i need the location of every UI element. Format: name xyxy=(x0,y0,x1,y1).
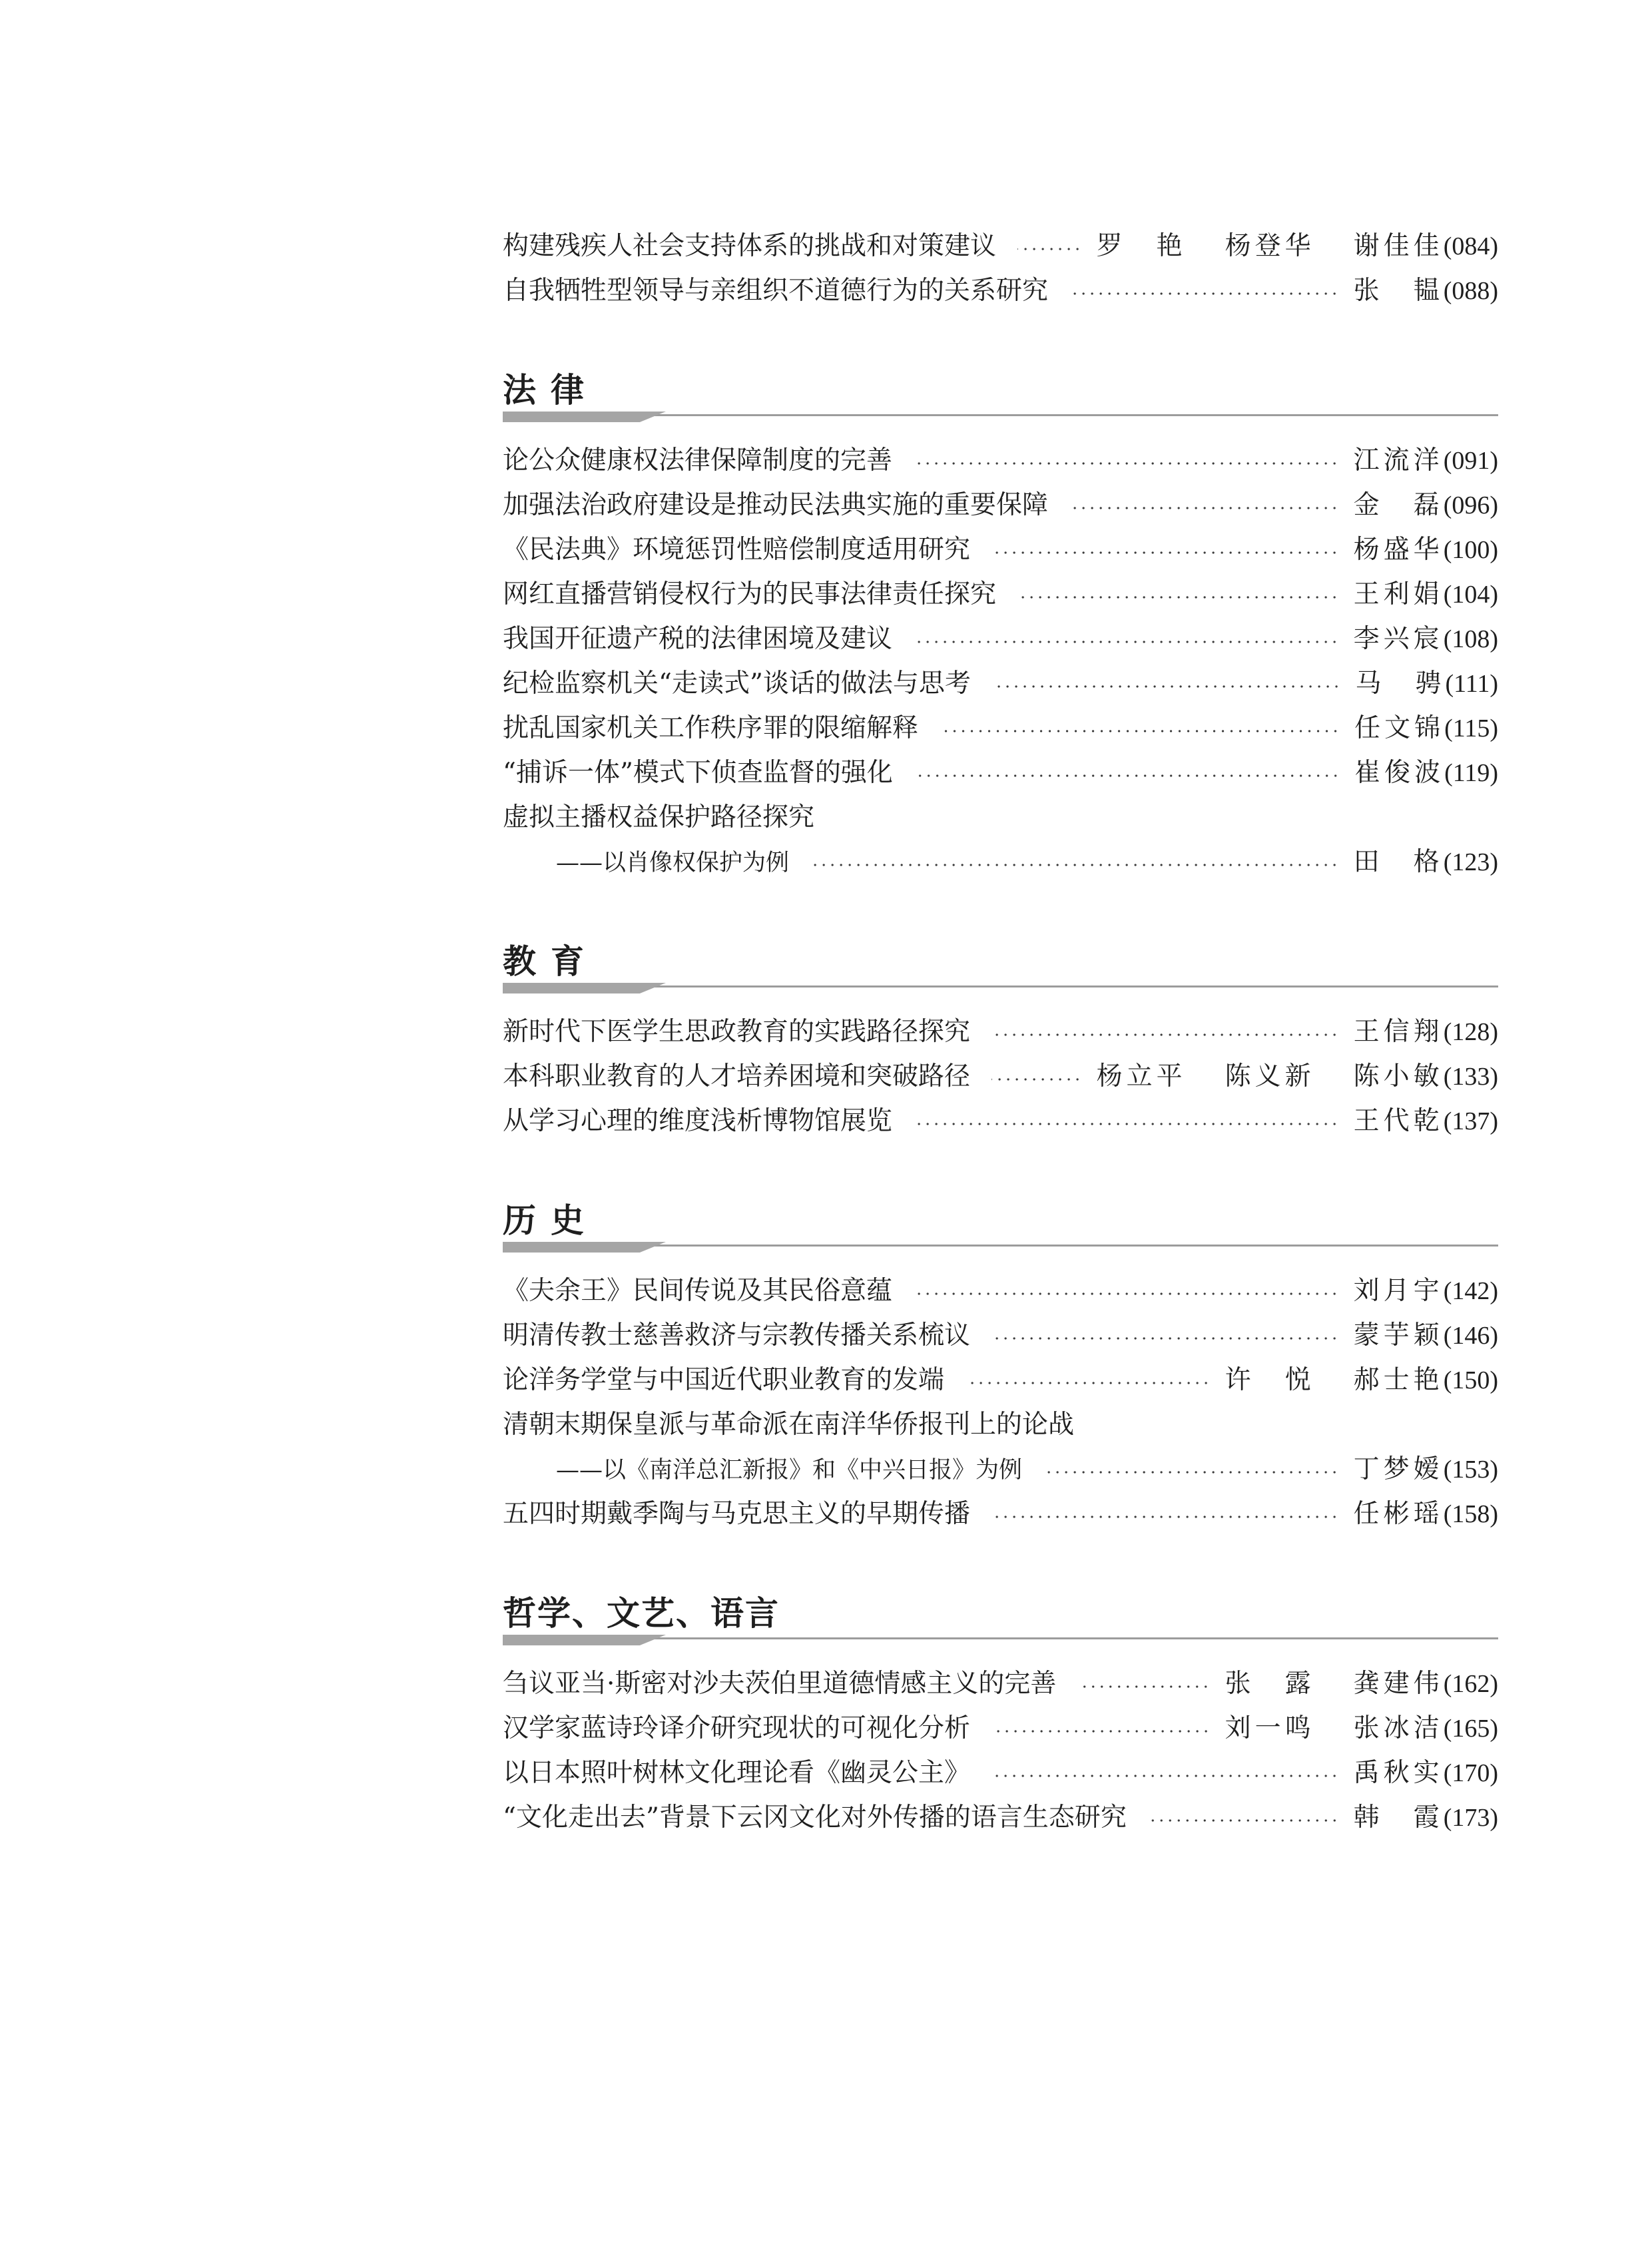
toc-entry xyxy=(503,1009,1498,1054)
section-heading: 哲学、文艺、语言 xyxy=(503,1593,780,1633)
entry-title: 以日本照叶树林文化理论看《幽灵公主》 xyxy=(503,1758,971,1788)
author-name: 田 格 xyxy=(1353,847,1444,877)
page-number: (088) xyxy=(1443,277,1498,305)
toc-entry xyxy=(503,750,1498,795)
toc-entry xyxy=(503,1751,1498,1795)
dot-leader xyxy=(914,1123,1339,1125)
entry-title: 刍议亚当·斯密对沙夫茨伯里道德情感主义的完善 xyxy=(503,1669,1057,1699)
entry-authors xyxy=(1354,1795,1444,1840)
entry-title: 本科职业教育的人才培养困境和突破路径 xyxy=(503,1061,971,1091)
dot-leader xyxy=(1077,1685,1210,1688)
entry-title: “捕诉一体”模式下侦查监督的强化 xyxy=(503,758,893,788)
entry-authors xyxy=(1354,268,1444,313)
author-name: 杨立平 xyxy=(1096,1061,1187,1091)
entry-authors xyxy=(1354,527,1444,572)
toc-entry xyxy=(503,268,1498,313)
toc-section xyxy=(503,350,1498,884)
toc-entry xyxy=(503,527,1498,572)
page-number: (104) xyxy=(1443,581,1498,609)
section-header xyxy=(503,350,1498,431)
toc-entry xyxy=(503,617,1498,661)
page-number: (091) xyxy=(1443,447,1498,475)
section-entry-list xyxy=(503,1268,1498,1536)
entry-authors xyxy=(1097,1054,1444,1099)
page-number: (096) xyxy=(1443,491,1498,519)
dot-leader xyxy=(965,1382,1211,1384)
entry-authors xyxy=(1354,572,1444,617)
entry-subtitle: ——以《南洋总汇新报》和《中兴日报》为例 xyxy=(556,1457,1023,1484)
dot-leader xyxy=(991,551,1339,554)
author-name: 任文锦 xyxy=(1354,713,1445,743)
dot-leader xyxy=(1017,248,1082,250)
entry-authors xyxy=(1354,1447,1444,1492)
page-number: (153) xyxy=(1443,1456,1498,1484)
page-number: (100) xyxy=(1443,536,1498,564)
author-name: 韩 霞 xyxy=(1353,1803,1444,1832)
author-name: 郝士艳 xyxy=(1353,1365,1444,1395)
page-number: (115) xyxy=(1444,714,1498,742)
author-name: 王利娟 xyxy=(1353,579,1444,609)
author-name: 任彬瑶 xyxy=(1353,1499,1444,1529)
dot-leader xyxy=(1017,596,1339,599)
page-number: (170) xyxy=(1443,1759,1498,1787)
section-header xyxy=(503,1573,1498,1655)
toc-entry xyxy=(503,661,1498,706)
author-name: 金 磊 xyxy=(1353,490,1444,520)
entry-title: 汉学家蓝诗玲译介研究现状的可视化分析 xyxy=(503,1713,971,1743)
toc-entry xyxy=(503,1706,1498,1751)
entry-authors xyxy=(1354,1751,1444,1795)
author-name: 马 骋 xyxy=(1355,669,1446,699)
author-name: 崔俊波 xyxy=(1354,758,1445,788)
author-name: 龚建伟 xyxy=(1353,1669,1444,1699)
toc-entry xyxy=(503,795,1498,840)
dot-leader xyxy=(991,1730,1211,1733)
author-name: 刘一鸣 xyxy=(1225,1713,1315,1743)
page-number: (158) xyxy=(1443,1500,1498,1528)
page-number: (150) xyxy=(1443,1366,1498,1394)
dot-leader xyxy=(914,774,1340,777)
toc-section xyxy=(503,1181,1498,1536)
entry-title: 扰乱国家机关工作秩序罪的限缩解释 xyxy=(503,713,919,743)
entry-authors xyxy=(1354,1268,1444,1313)
entry-authors xyxy=(1225,1661,1444,1706)
page-number: (142) xyxy=(1443,1277,1498,1305)
dot-leader xyxy=(1043,1471,1339,1474)
dot-leader xyxy=(991,1078,1082,1081)
section-entry-list xyxy=(503,1661,1498,1840)
entry-authors xyxy=(1354,1009,1444,1054)
page-number: (137) xyxy=(1443,1107,1498,1135)
section-heading: 历史 xyxy=(503,1201,599,1240)
entry-title: 清朝末期保皇派与革命派在南洋华侨报刊上的论战 xyxy=(503,1410,1075,1440)
entry-title: 自我牺牲型领导与亲组织不道德行为的关系研究 xyxy=(503,276,1049,306)
section-header xyxy=(503,922,1498,1003)
entry-subtitle: ——以肖像权保护为例 xyxy=(556,850,790,876)
toc-entry xyxy=(503,1358,1498,1402)
toc-entry xyxy=(503,1313,1498,1358)
toc-entry xyxy=(503,224,1498,268)
entry-title: 论洋务学堂与中国近代职业教育的发端 xyxy=(503,1365,945,1395)
entry-title: 明清传教士慈善救济与宗教传播关系梳议 xyxy=(503,1320,971,1350)
toc-entry xyxy=(503,1661,1498,1706)
table-of-contents xyxy=(503,224,1498,1840)
entry-authors xyxy=(1354,750,1444,795)
toc-entry xyxy=(503,572,1498,617)
toc-entry xyxy=(503,1402,1498,1447)
dot-leader xyxy=(991,1033,1339,1036)
author-name: 李兴宸 xyxy=(1353,624,1444,654)
page-number: (128) xyxy=(1443,1018,1498,1046)
dot-leader xyxy=(992,685,1341,688)
entry-title: 五四时期戴季陶与马克思主义的早期传播 xyxy=(503,1499,971,1529)
toc-entry xyxy=(503,1099,1498,1143)
entry-authors xyxy=(1355,661,1445,706)
author-name: 刘月宇 xyxy=(1353,1276,1444,1306)
page-number: (173) xyxy=(1443,1804,1498,1832)
author-name: 丁梦嫒 xyxy=(1353,1454,1444,1484)
section-entry-list xyxy=(503,438,1498,884)
toc-section xyxy=(503,1573,1498,1840)
entry-title: 构建残疾人社会支持体系的挑战和对策建议 xyxy=(503,231,997,261)
author-name: 江流洋 xyxy=(1353,445,1444,475)
page-number: (119) xyxy=(1444,759,1498,787)
author-name: 杨盛华 xyxy=(1353,535,1444,565)
page-number: (165) xyxy=(1443,1715,1498,1743)
author-name: 许 悦 xyxy=(1225,1365,1315,1395)
entry-authors xyxy=(1225,1706,1444,1751)
toc-entry xyxy=(503,438,1498,483)
entry-authors xyxy=(1354,483,1444,527)
author-name: 陈小敏 xyxy=(1353,1061,1444,1091)
section-accent-bar xyxy=(503,1635,666,1645)
toc-entry xyxy=(503,1492,1498,1536)
page-number: (111) xyxy=(1445,670,1498,698)
author-name: 张 韫 xyxy=(1353,276,1444,306)
dot-leader xyxy=(914,462,1339,465)
dot-leader xyxy=(940,730,1340,732)
author-name: 禹秋实 xyxy=(1353,1758,1444,1788)
dot-leader xyxy=(1148,1819,1339,1822)
entry-authors xyxy=(1097,224,1444,268)
entry-title: 纪检监察机关“走读式”谈话的做法与思考 xyxy=(503,669,971,699)
page-number: (123) xyxy=(1443,848,1498,876)
page-number: (133) xyxy=(1443,1063,1498,1091)
toc-entry xyxy=(503,1054,1498,1099)
page-number: (162) xyxy=(1443,1670,1498,1698)
dot-leader xyxy=(810,864,1339,866)
entry-authors xyxy=(1354,617,1444,661)
page-number: (084) xyxy=(1443,232,1498,260)
entry-title: 新时代下医学生思政教育的实践路径探究 xyxy=(503,1017,971,1047)
toc-section xyxy=(503,922,1498,1143)
entry-title: 《夫余王》民间传说及其民俗意蕴 xyxy=(503,1276,893,1306)
author-name: 蒙芋颖 xyxy=(1353,1320,1444,1350)
entry-title: 虚拟主播权益保护路径探究 xyxy=(503,802,815,832)
entry-authors xyxy=(1354,840,1444,884)
toc-entry xyxy=(503,1447,1498,1492)
author-name: 谢佳佳 xyxy=(1353,231,1444,261)
author-name: 张 露 xyxy=(1225,1669,1315,1699)
author-name: 陈义新 xyxy=(1225,1061,1315,1091)
entry-title: “文化走出去”背景下云冈文化对外传播的语言生态研究 xyxy=(503,1803,1127,1832)
dot-leader xyxy=(914,641,1339,643)
toc-entry xyxy=(503,840,1498,884)
toc-entry xyxy=(503,1268,1498,1313)
section-accent-bar xyxy=(503,1242,666,1253)
entry-title: 加强法治政府建设是推动民法典实施的重要保障 xyxy=(503,490,1049,520)
dot-leader xyxy=(1069,507,1339,509)
dot-leader xyxy=(991,1516,1339,1518)
toc-entry xyxy=(503,483,1498,527)
toc-entry xyxy=(503,706,1498,750)
section-accent-bar xyxy=(503,983,666,993)
dot-leader xyxy=(991,1337,1339,1340)
entry-title: 《民法典》环境惩罚性赔偿制度适用研究 xyxy=(503,535,971,565)
entry-authors xyxy=(1354,1099,1444,1143)
page-number: (146) xyxy=(1443,1322,1498,1350)
author-name: 罗 艳 xyxy=(1096,231,1187,261)
entry-title: 从学习心理的维度浅析博物馆展览 xyxy=(503,1106,893,1136)
dot-leader xyxy=(1069,292,1339,295)
entry-title: 我国开征遗产税的法律困境及建议 xyxy=(503,624,893,654)
section-heading: 法律 xyxy=(503,370,599,410)
entry-authors xyxy=(1225,1358,1444,1402)
entry-authors xyxy=(1354,706,1444,750)
section-header xyxy=(503,1181,1498,1262)
dot-leader xyxy=(991,1775,1339,1777)
intro-entry-list xyxy=(503,224,1498,313)
entry-title: 论公众健康权法律保障制度的完善 xyxy=(503,445,893,475)
entry-title: 网红直播营销侵权行为的民事法律责任探究 xyxy=(503,579,997,609)
section-list xyxy=(503,350,1498,1840)
entry-authors xyxy=(1354,1313,1444,1358)
author-name: 张冰洁 xyxy=(1353,1713,1444,1743)
dot-leader xyxy=(914,1292,1339,1295)
toc-entry xyxy=(503,1795,1498,1840)
section-heading: 教育 xyxy=(503,942,599,981)
author-name: 杨登华 xyxy=(1225,231,1315,261)
author-name: 王信翔 xyxy=(1353,1017,1444,1047)
section-entry-list xyxy=(503,1009,1498,1143)
entry-authors xyxy=(1354,438,1444,483)
page-number: (108) xyxy=(1443,625,1498,653)
author-name: 王代乾 xyxy=(1353,1106,1444,1136)
entry-authors xyxy=(1354,1492,1444,1536)
section-accent-bar xyxy=(503,412,666,422)
